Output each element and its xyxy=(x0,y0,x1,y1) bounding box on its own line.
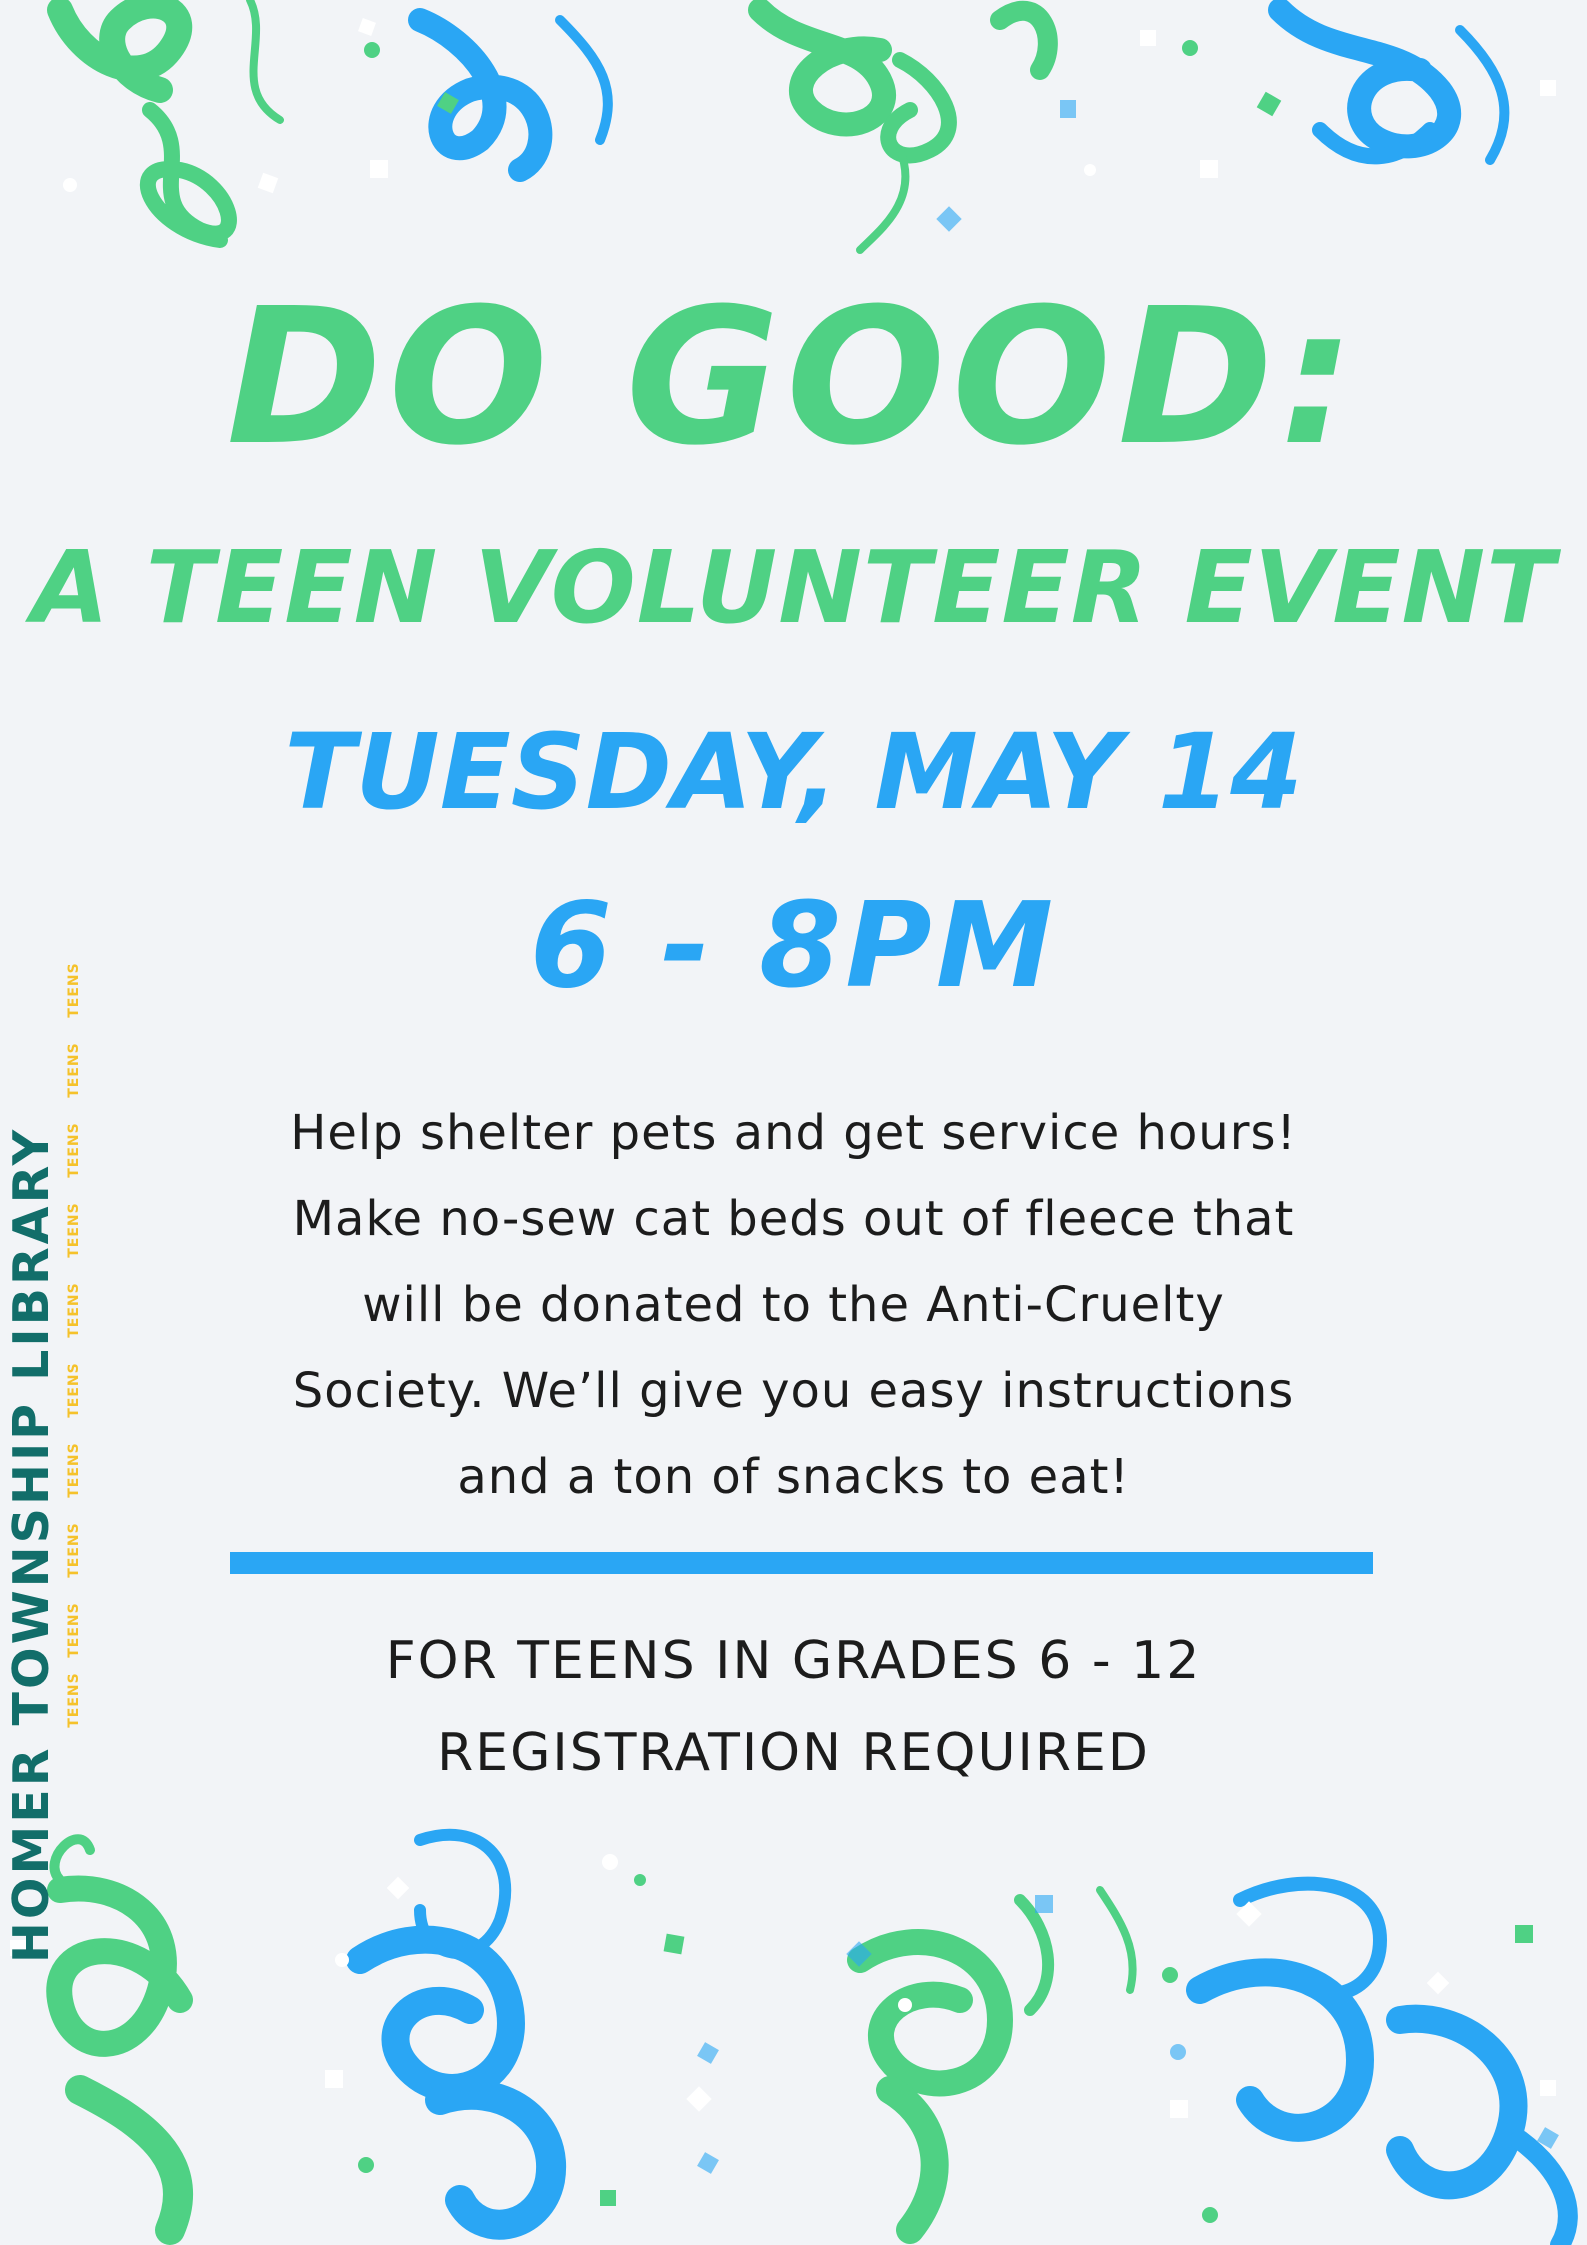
event-description xyxy=(240,1090,1347,1520)
teens-tag xyxy=(62,1040,86,1100)
teens-tag-label: TEENS xyxy=(66,1522,82,1578)
teens-tag-label: TEENS xyxy=(66,1362,82,1418)
teens-tag-label: TEENS xyxy=(66,1442,82,1498)
teens-tag xyxy=(62,1670,86,1730)
teens-tag xyxy=(62,1440,86,1500)
teens-tag-label: TEENS xyxy=(66,1282,82,1338)
registration-notice: REGISTRATION REQUIRED xyxy=(437,1723,1150,1783)
teens-tag xyxy=(62,960,86,1020)
event-title: DO GOOD: xyxy=(226,268,1361,487)
teens-tag xyxy=(62,1520,86,1580)
description-line: Society. We’ll give you easy instructions xyxy=(292,1363,1295,1419)
teens-tag-column xyxy=(62,960,86,1730)
event-subtitle: A TEEN VOLUNTEER EVENT xyxy=(31,529,1556,646)
section-divider xyxy=(230,1552,1373,1574)
description-line: Make no-sew cat beds out of fleece that xyxy=(292,1191,1295,1247)
teens-tag xyxy=(62,1200,86,1260)
event-time: 6 - 8PM xyxy=(529,876,1058,1014)
event-date: TUESDAY, MAY 14 xyxy=(284,711,1303,833)
teens-tag xyxy=(62,1360,86,1420)
event-details xyxy=(0,1615,1587,1799)
teens-tag-label: TEENS xyxy=(66,962,82,1018)
teens-tag-label: TEENS xyxy=(66,1202,82,1258)
teens-tag xyxy=(62,1280,86,1340)
teens-tag xyxy=(62,1600,86,1660)
grade-requirement: FOR TEENS IN GRADES 6 - 12 xyxy=(385,1631,1202,1691)
library-name: HOMER TOWNSHIP LIBRARY xyxy=(3,1126,60,1964)
teens-tag xyxy=(62,1120,86,1180)
library-name-vertical xyxy=(3,285,64,1964)
description-line: and a ton of snacks to eat! xyxy=(457,1449,1130,1505)
teens-tag-label: TEENS xyxy=(66,1122,82,1178)
description-line: Help shelter pets and get service hours! xyxy=(290,1105,1297,1161)
teens-tag-label: TEENS xyxy=(66,1602,82,1658)
teens-tag-label: TEENS xyxy=(66,1042,82,1098)
description-line: will be donated to the Anti-Cruelty xyxy=(362,1277,1225,1333)
teens-tag-label: TEENS xyxy=(66,1672,82,1728)
